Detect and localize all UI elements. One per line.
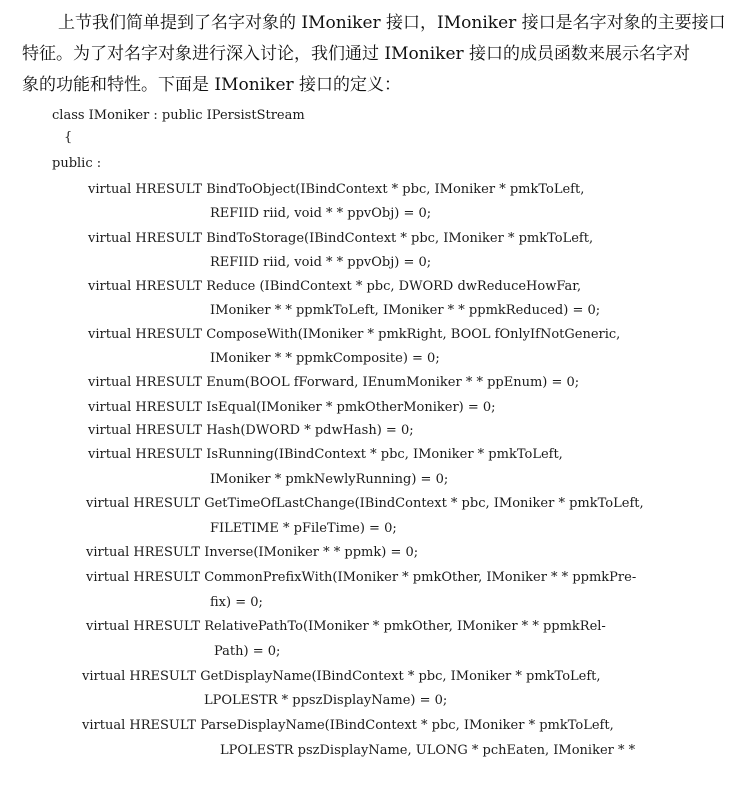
code-line: virtual HRESULT Enum(BOOL fForward, IEnumMoniker * * ppEnum) = 0; [88, 375, 580, 390]
code-line-class-decl: class IMoniker : public IPersistStream [52, 108, 305, 123]
code-line-continuation: IMoniker * pmkNewlyRunning) = 0; [210, 472, 449, 487]
intro-line: 象的功能和特性。下面是 IMoniker 接口的定义： [22, 75, 402, 95]
code-line: virtual HRESULT GetTimeOfLastChange(IBindContext * pbc, IMoniker * pmkToLeft, [86, 496, 644, 511]
code-line-continuation: Path) = 0; [214, 644, 281, 659]
code-line: virtual HRESULT Inverse(IMoniker * * ppmk) = 0; [86, 545, 419, 560]
intro-line: 特征。为了对名字对象进行深入讨论，我们通过 IMoniker 接口的成员函数来展示名字对 [22, 44, 691, 64]
code-line: virtual HRESULT GetDisplayName(IBindContext * pbc, IMoniker * pmkToLeft, [82, 669, 601, 684]
intro-line: 上节我们简单提到了名字对象的 IMoniker 接口，IMoniker 接口是名字对象的主要接口 [58, 13, 726, 33]
code-line-continuation: REFIID riid, void * * ppvObj) = 0; [210, 255, 432, 270]
code-line: virtual HRESULT BindToObject(IBindContext * pbc, IMoniker * pmkToLeft, [88, 182, 585, 197]
code-line: virtual HRESULT BindToStorage(IBindContext * pbc, IMoniker * pmkToLeft, [88, 231, 594, 246]
code-line-continuation: REFIID riid, void * * ppvObj) = 0; [210, 206, 432, 221]
code-line: virtual HRESULT Reduce (IBindContext * pbc, DWORD dwReduceHowFar, [88, 279, 582, 294]
code-line: virtual HRESULT IsRunning(IBindContext * pbc, IMoniker * pmkToLeft, [88, 447, 563, 462]
code-line: virtual HRESULT Hash(DWORD * pdwHash) = 0; [88, 423, 414, 438]
code-line: virtual HRESULT RelativePathTo(IMoniker * pmkOther, IMoniker * * ppmkRel- [86, 619, 606, 634]
code-line-continuation: IMoniker * * ppmkToLeft, IMoniker * * ppmkReduced) = 0; [210, 303, 601, 318]
code-line-continuation: FILETIME * pFileTime) = 0; [210, 521, 397, 536]
code-line-continuation: IMoniker * * ppmkComposite) = 0; [210, 351, 440, 366]
code-line-continuation: LPOLESTR * ppszDisplayName) = 0; [204, 693, 448, 708]
code-line-continuation: fix) = 0; [210, 595, 263, 610]
code-line-public: public : [52, 156, 102, 171]
code-line-open-brace: { [64, 130, 73, 145]
code-line: virtual HRESULT IsEqual(IMoniker * pmkOtherMoniker) = 0; [88, 400, 496, 415]
intro-paragraph [22, 8, 732, 101]
code-line: virtual HRESULT ParseDisplayName(IBindContext * pbc, IMoniker * pmkToLeft, [82, 718, 614, 733]
code-line: virtual HRESULT CommonPrefixWith(IMoniker * pmkOther, IMoniker * * ppmkPre- [86, 570, 637, 585]
code-line-continuation: LPOLESTR pszDisplayName, ULONG * pchEaten, IMoniker * * [220, 743, 636, 758]
code-line: virtual HRESULT ComposeWith(IMoniker * pmkRight, BOOL fOnlyIfNotGeneric, [88, 327, 621, 342]
